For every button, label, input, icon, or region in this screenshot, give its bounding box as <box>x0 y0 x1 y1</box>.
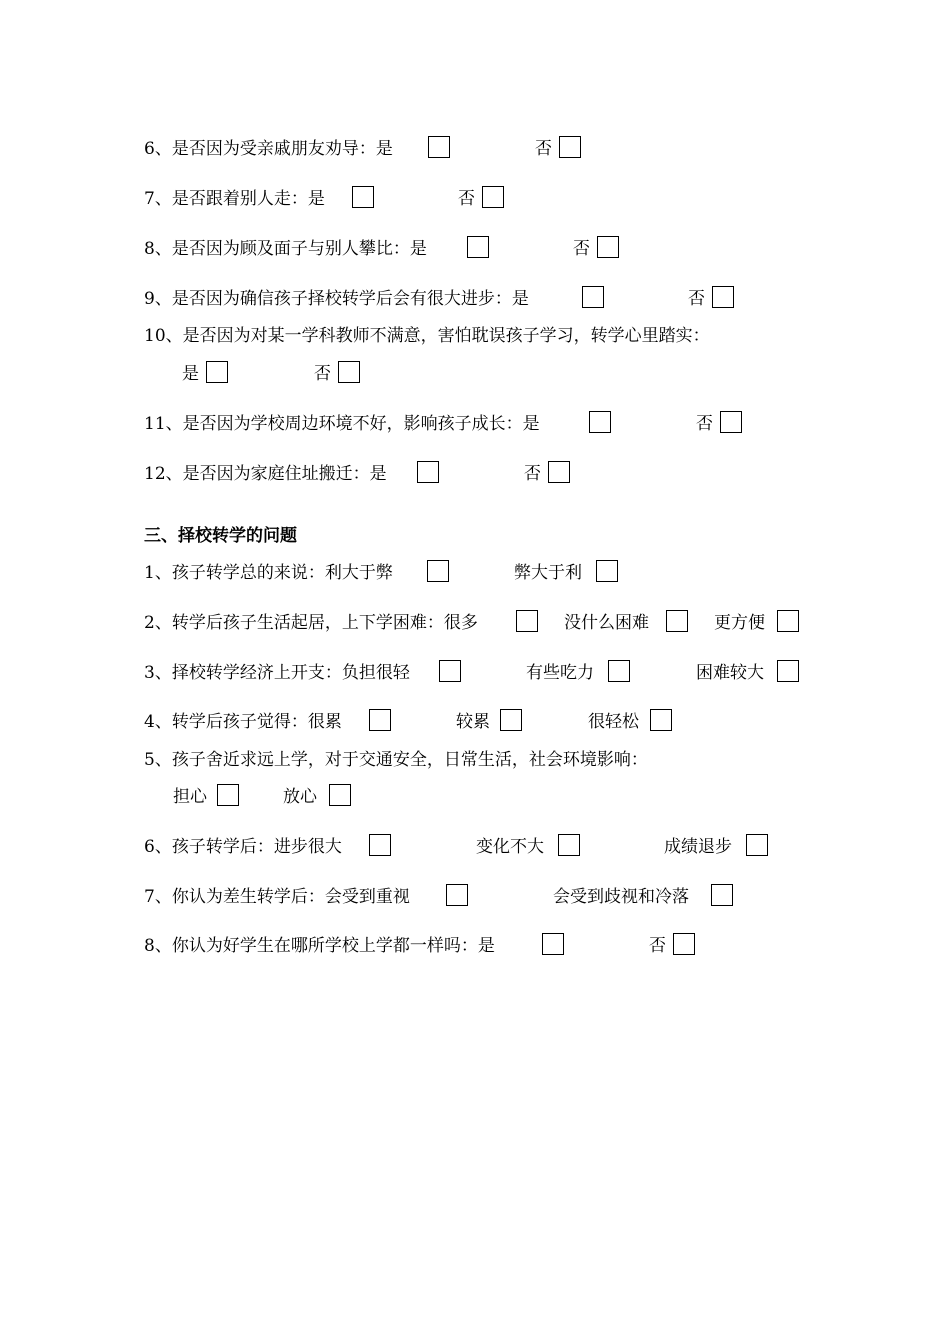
checkbox-yes[interactable] <box>582 286 604 308</box>
checkbox-option-1[interactable] <box>427 560 449 582</box>
checkbox-option-2[interactable] <box>666 610 688 632</box>
option-label: 否 <box>458 189 475 209</box>
option-label: 困难较大 <box>696 663 764 683</box>
option-label: 更方便 <box>714 613 765 633</box>
checkbox-yes[interactable] <box>206 361 228 383</box>
option-label: 有些吃力 <box>526 663 594 683</box>
option-label: 会受到歧视和冷落 <box>553 887 689 907</box>
checkbox-option-3[interactable] <box>777 610 799 632</box>
question-text: 1、孩子转学总的来说：利大于弊 <box>144 563 393 583</box>
checkbox-option-3[interactable] <box>650 709 672 731</box>
question-text: 9、是否因为确信孩子择校转学后会有很大进步：是 <box>144 289 529 309</box>
checkbox-yes[interactable] <box>542 933 564 955</box>
checkbox-option-2[interactable] <box>329 784 351 806</box>
option-label: 否 <box>535 139 552 159</box>
checkbox-option-2[interactable] <box>711 884 733 906</box>
checkbox-no[interactable] <box>597 236 619 258</box>
checkbox-yes[interactable] <box>417 461 439 483</box>
option-label: 否 <box>688 289 705 309</box>
checkbox-option-2[interactable] <box>596 560 618 582</box>
question-text: 11、是否因为学校周边环境不好，影响孩子成长：是 <box>144 414 540 434</box>
checkbox-yes[interactable] <box>467 236 489 258</box>
checkbox-option-1[interactable] <box>369 834 391 856</box>
checkbox-option-3[interactable] <box>746 834 768 856</box>
question-text: 5、孩子舍近求远上学，对于交通安全，日常生活，社会环境影响： <box>144 750 648 770</box>
question-text: 3、择校转学经济上开支：负担很轻 <box>144 663 410 683</box>
checkbox-yes[interactable] <box>428 136 450 158</box>
question-text: 8、你认为好学生在哪所学校上学都一样吗：是 <box>144 936 495 956</box>
option-label: 放心 <box>283 787 317 807</box>
checkbox-option-2[interactable] <box>558 834 580 856</box>
checkbox-option-2[interactable] <box>608 660 630 682</box>
checkbox-option-1[interactable] <box>369 709 391 731</box>
checkbox-no[interactable] <box>338 361 360 383</box>
checkbox-no[interactable] <box>559 136 581 158</box>
option-label: 很轻松 <box>588 712 639 732</box>
checkbox-option-1[interactable] <box>217 784 239 806</box>
option-label: 否 <box>649 936 666 956</box>
option-label: 成绩退步 <box>664 837 732 857</box>
option-label: 否 <box>314 364 331 384</box>
option-label: 否 <box>524 464 541 484</box>
checkbox-no[interactable] <box>673 933 695 955</box>
question-text: 6、孩子转学后：进步很大 <box>144 837 342 857</box>
question-text: 7、你认为差生转学后：会受到重视 <box>144 887 410 907</box>
option-label: 弊大于利 <box>514 563 582 583</box>
question-text: 10、是否因为对某一学科教师不满意，害怕耽误孩子学习，转学心里踏实： <box>144 326 710 346</box>
section-heading: 三、择校转学的问题 <box>144 526 297 546</box>
checkbox-option-3[interactable] <box>777 660 799 682</box>
option-label: 担心 <box>173 787 207 807</box>
option-label: 是 <box>182 364 199 384</box>
checkbox-option-2[interactable] <box>500 709 522 731</box>
checkbox-option-1[interactable] <box>516 610 538 632</box>
question-text: 12、是否因为家庭住址搬迁：是 <box>144 464 387 484</box>
question-text: 8、是否因为顾及面子与别人攀比：是 <box>144 239 427 259</box>
option-label: 变化不大 <box>476 837 544 857</box>
checkbox-no[interactable] <box>482 186 504 208</box>
option-label: 较累 <box>456 712 490 732</box>
option-label: 没什么困难 <box>564 613 649 633</box>
question-text: 4、转学后孩子觉得：很累 <box>144 712 342 732</box>
question-text: 7、是否跟着别人走：是 <box>144 189 325 209</box>
checkbox-yes[interactable] <box>589 411 611 433</box>
checkbox-no[interactable] <box>720 411 742 433</box>
checkbox-no[interactable] <box>712 286 734 308</box>
option-label: 否 <box>696 414 713 434</box>
question-text: 6、是否因为受亲戚朋友劝导：是 <box>144 139 393 159</box>
question-text: 2、转学后孩子生活起居，上下学困难：很多 <box>144 613 478 633</box>
option-label: 否 <box>573 239 590 259</box>
checkbox-option-1[interactable] <box>446 884 468 906</box>
checkbox-yes[interactable] <box>352 186 374 208</box>
checkbox-option-1[interactable] <box>439 660 461 682</box>
checkbox-no[interactable] <box>548 461 570 483</box>
